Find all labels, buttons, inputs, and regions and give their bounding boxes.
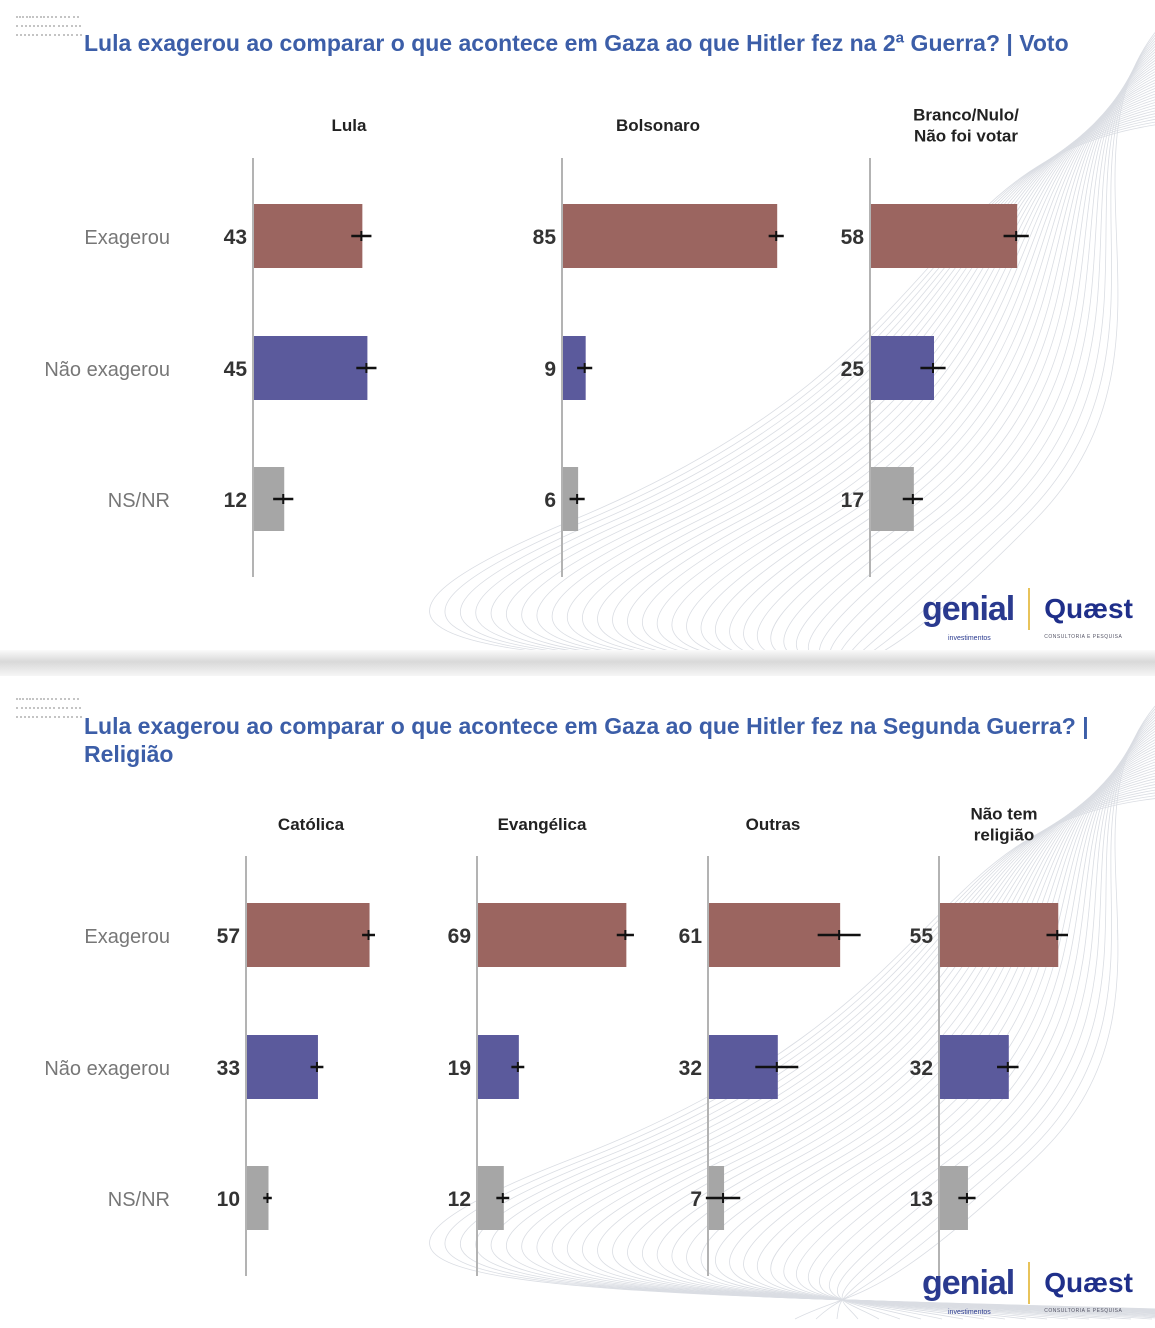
genial-logo: genial investimentos	[922, 1264, 1015, 1316]
bar	[563, 204, 777, 268]
category-label: Exagerou	[84, 926, 170, 948]
bar	[871, 204, 1017, 268]
category-label: NS/NR	[107, 490, 170, 512]
series-header: Católica	[277, 815, 345, 834]
bar	[247, 1035, 318, 1099]
series-header: Não foi votar	[914, 126, 1018, 146]
bar	[254, 204, 362, 268]
category-label: NS/NR	[107, 1189, 170, 1211]
data-label: 6	[544, 489, 556, 512]
data-label: 58	[840, 226, 864, 249]
series-header: Não tem	[970, 804, 1038, 824]
logo-divider	[1028, 1262, 1030, 1304]
data-label: 43	[223, 226, 247, 249]
series-header: religião	[973, 825, 1035, 845]
series-header: Lula	[331, 116, 367, 135]
category-label: Não exagerou	[44, 1058, 170, 1080]
data-label: 85	[532, 226, 556, 249]
bar	[247, 903, 370, 967]
category-label: Exagerou	[84, 227, 170, 249]
chart-title: Lula exagerou ao comparar o que acontece em Gaza ao que Hitler fez na Segunda Guerra? | Religião	[84, 713, 1089, 767]
data-label: 19	[447, 1057, 471, 1080]
data-label: 12	[447, 1188, 471, 1211]
data-label: 69	[447, 925, 471, 948]
chart-title: Lula exagerou ao comparar o que acontece em Gaza ao que Hitler fez na 2ª Guerra? | Voto	[84, 30, 1069, 56]
data-label: 9	[544, 358, 556, 381]
chart-panel-voto	[0, 0, 1155, 650]
logos	[922, 588, 1133, 642]
panel-divider	[0, 650, 1155, 676]
data-label: 17	[840, 489, 864, 512]
data-label: 25	[840, 358, 864, 381]
chart-panel-religiao	[0, 676, 1155, 1316]
quaest-logo: Quæst CONSULTORIA E PESQUISA	[1044, 593, 1133, 640]
data-label: 12	[223, 489, 247, 512]
data-label: 61	[678, 925, 702, 948]
quaest-logo: Quæst CONSULTORIA E PESQUISA	[1044, 1267, 1133, 1314]
bar-chart-voto	[0, 0, 1155, 650]
genial-logo: genial investimentos	[922, 590, 1015, 642]
series-header: Outras	[745, 815, 801, 834]
bar-chart-religiao	[0, 676, 1155, 1279]
series-header: Branco/Nulo/	[913, 105, 1019, 125]
data-label: 55	[909, 925, 933, 948]
data-label: 57	[216, 925, 240, 948]
data-label: 10	[216, 1188, 240, 1211]
data-label: 13	[909, 1188, 933, 1211]
data-label: 32	[909, 1057, 933, 1080]
series-header: Bolsonaro	[615, 116, 701, 135]
logos	[922, 1262, 1133, 1316]
bar	[254, 336, 367, 400]
logo-divider	[1028, 588, 1030, 630]
data-label: 32	[678, 1057, 702, 1080]
bar	[478, 903, 626, 967]
data-label: 45	[223, 358, 247, 381]
bar	[940, 903, 1058, 967]
series-header: Evangélica	[497, 815, 587, 834]
data-label: 7	[690, 1188, 702, 1211]
category-label: Não exagerou	[44, 359, 170, 381]
data-label: 33	[216, 1057, 240, 1080]
